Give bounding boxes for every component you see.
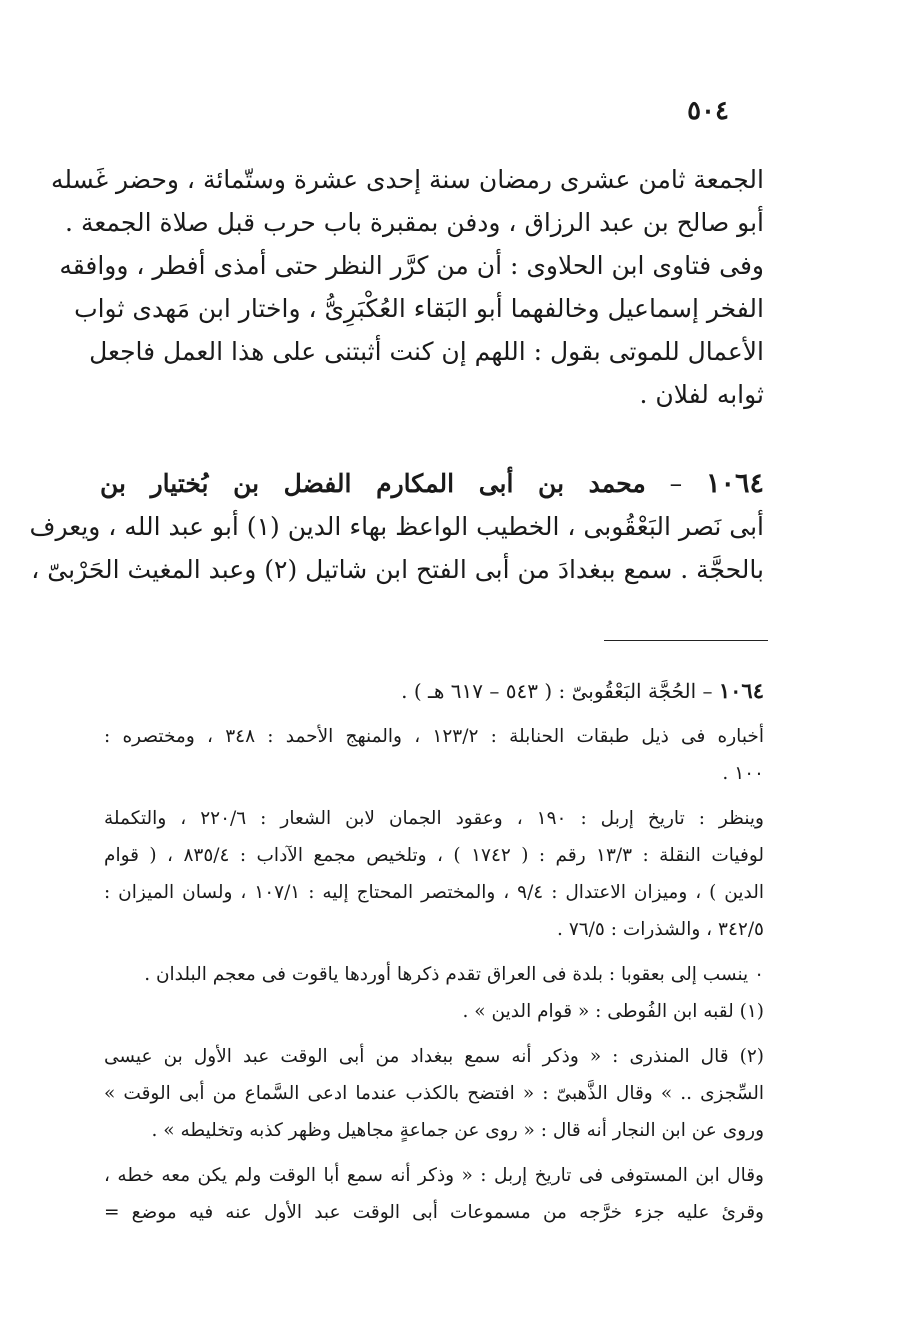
main-text-line: وفى فتاوى ابن الحلاوى : أن من كرَّر النظر حتى أمذى أفطر ، ووافقه xyxy=(59,251,764,280)
entry-text-line: بالحجَّة . سمع ببغدادَ من أبى الفتح ابن شاتيل (٢) وعبد المغيث الحَرْبىّ ، xyxy=(31,555,764,584)
main-text-line: الفخر إسماعيل وخالفهما أبو البَقاء العُكْبَرِىُّ ، واختار ابن مَهدى ثواب xyxy=(74,294,764,323)
footnote-line: وينظر : تاريخ إربل : ١٩٠ ، وعقود الجمان لابن الشعار : ٢٢٠/٦ ، والتكملة xyxy=(104,808,764,829)
main-text-line: الجمعة ثامن عشرى رمضان سنة إحدى عشرة وستّمائة ، وحضر غَسله xyxy=(50,165,764,194)
footnote-line: وقرئ عليه جزء خرَّجه من مسموعات أبى الوقت عبد الأول عنه فيه موضع = xyxy=(104,1202,764,1223)
footnote-line: وقال ابن المستوفى فى تاريخ إربل : « وذكر أنه سمع أبا الوقت ولم يكن معه خطه ، xyxy=(104,1165,764,1186)
footnote-2 xyxy=(104,1038,764,1149)
footnote-line: وروى عن ابن النجار أنه قال : « روى عن جماعةٍ مجاهيل وظهر كذبه وتخليطه » . xyxy=(151,1120,764,1141)
entry-text-line: أبى نَصر البَعْقُوبى ، الخطيب الواعظ بهاء الدين (١) أبو عبد الله ، ويعرف xyxy=(29,512,764,541)
footnotes xyxy=(104,672,764,1239)
main-text-line: ثوابه لفلان . xyxy=(639,380,764,409)
footnote-sources-secondary xyxy=(104,800,764,948)
footnote-1: (١) لقبه ابن الفُوطى : « قوام الدين » . xyxy=(462,1001,764,1022)
footnote-entry-header xyxy=(104,672,764,710)
main-text-line: الأعمال للموتى بقول : اللهم إن كنت أثبتنى على هذا العمل فاجعل xyxy=(89,337,764,366)
page-number: ٥٠٤ xyxy=(687,96,729,126)
entry-number: ١٠٦٤ xyxy=(705,468,764,499)
footnote-line: ٠ ينسب إلى بعقوبا : بلدة فى العراق تقدم ذكرها أوردها ياقوت فى معجم البلدان . xyxy=(144,964,764,985)
footnote-divider xyxy=(604,640,768,641)
footnote-line: الدين ) ، وميزان الاعتدال : ٩/٤ ، والمختصر المحتاج إليه : ١٠٧/١ ، ولسان الميزان : xyxy=(104,882,765,903)
biography-entry xyxy=(29,462,764,591)
footnote-line: السِّجزى .. » وقال الذَّهبىّ : « افتضح بالكذب عندما ادعى السَّماع من أبى الوقت » xyxy=(104,1083,764,1104)
footnote-nisba xyxy=(104,956,764,1030)
footnote-entry-title: – الحُجَّة البَعْقُوبىّ : ( ٥٤٣ – ٦١٧ هـ ) . xyxy=(401,679,713,703)
footnote-line: أخباره فى ذيل طبقات الحنابلة : ١٢٣/٢ ، والمنهج الأحمد : ٣٤٨ ، ومختصره : xyxy=(104,726,764,747)
footnote-line: ٣٤٢/٥ ، والشذرات : ٧٦/٥ . xyxy=(557,919,764,940)
entry-heading-line xyxy=(100,462,764,505)
footnote-entry-number: ١٠٦٤ xyxy=(718,678,764,703)
main-text xyxy=(50,158,764,416)
entry-name: محمد بن أبى المكارم الفضل بن بُختيار بن xyxy=(100,469,646,498)
footnote-line: ١٠٠ . xyxy=(722,763,764,784)
footnote-2-continued xyxy=(104,1157,764,1231)
footnote-sources-primary xyxy=(104,718,764,792)
footnote-line: لوفيات النقلة : ١٣/٣ رقم : ( ١٧٤٢ ) ، وتلخيص مجمع الآداب : ٨٣٥/٤ ، ( قوام xyxy=(104,845,765,866)
entry-dash: – xyxy=(669,469,683,498)
main-text-line: أبو صالح بن عبد الرزاق ، ودفن بمقبرة باب حرب قبل صلاة الجمعة . xyxy=(65,208,764,237)
footnote-line: (٢) قال المنذرى : « وذكر أنه سمع ببغداد من أبى الوقت عبد الأول بن عيسى xyxy=(104,1046,764,1067)
